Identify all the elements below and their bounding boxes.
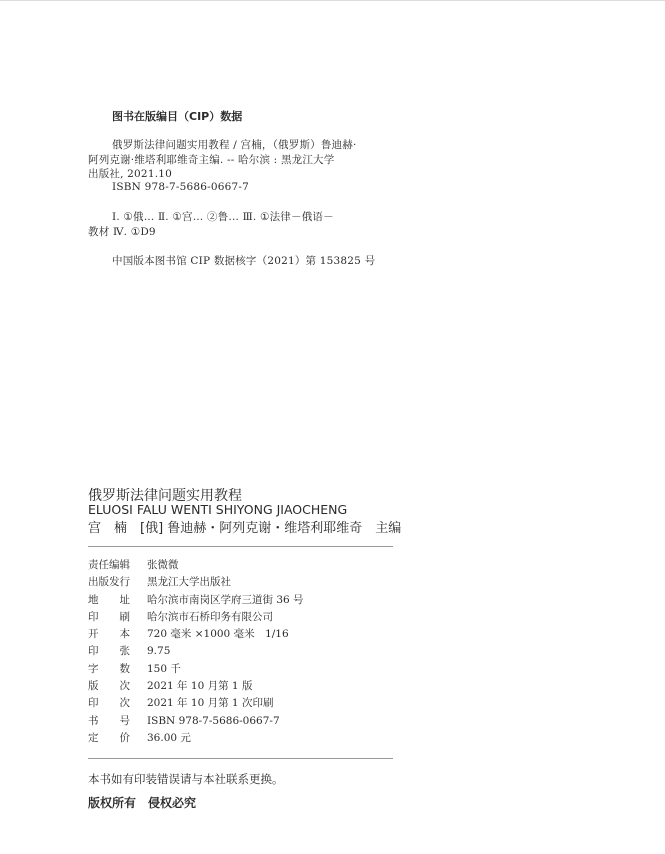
info-value: 9.75 <box>147 645 171 658</box>
page-top-border <box>0 0 665 1</box>
info-row <box>88 557 304 574</box>
info-value: 张微微 <box>147 559 179 571</box>
divider <box>88 758 393 759</box>
info-row <box>88 609 304 626</box>
info-value: 2021 年 10 月第 1 次印刷 <box>147 697 274 710</box>
info-row <box>88 730 304 747</box>
cip-line: 阿列克谢·维塔利耶维奇主编. -- 哈尔滨 : 黑龙江大学 <box>88 154 335 166</box>
cip-line: 教材 Ⅳ. ①D9 <box>88 226 156 238</box>
info-value: 2021 年 10 月第 1 版 <box>147 680 253 693</box>
book-authors: 宫 楠 [俄] 鲁迪赫・阿列克谢・维塔利耶维奇 主编 <box>88 521 402 536</box>
book-title: 俄罗斯法律问题实用教程 <box>88 488 242 504</box>
info-label: 出版发行 <box>88 576 130 589</box>
cip-line: 出版社, 2021.10 <box>88 168 172 180</box>
info-value: 720 毫米 ×1000 毫米 1/16 <box>147 628 289 641</box>
info-label: 定 价 <box>88 731 130 744</box>
info-label: 印 次 <box>88 697 130 710</box>
replacement-notice: 本书如有印装错误请与本社联系更换。 <box>88 772 284 786</box>
cip-line: ISBN 978-7-5686-0667-7 <box>112 181 250 193</box>
info-label: 地 址 <box>88 593 130 606</box>
info-row <box>88 592 304 609</box>
info-label: 印 刷 <box>88 610 130 623</box>
info-value: ISBN 978-7-5686-0667-7 <box>147 714 280 727</box>
cip-data-number: 中国版本图书馆 CIP 数据核字（2021）第 153825 号 <box>112 255 376 267</box>
cip-line: Ⅰ. ①俄… Ⅱ. ①宫… ②鲁… Ⅲ. ①法律－俄语－ <box>112 211 334 223</box>
info-value: 哈尔滨市石桥印务有限公司 <box>147 610 273 623</box>
info-label: 印 张 <box>88 645 130 658</box>
info-label: 开 本 <box>88 628 130 641</box>
info-row <box>88 574 304 591</box>
info-row <box>88 695 304 712</box>
info-row <box>88 661 304 678</box>
cip-line: 俄罗斯法律问题实用教程 / 宫楠，（俄罗斯）鲁迪赫· <box>112 139 357 151</box>
info-label: 责任编辑 <box>88 559 130 571</box>
info-value: 150 千 <box>147 662 181 675</box>
info-row <box>88 713 304 730</box>
info-row <box>88 678 304 695</box>
info-value: 36.00 元 <box>147 731 191 744</box>
copyright-notice: 版权所有 侵权必究 <box>88 796 197 810</box>
info-row <box>88 626 304 643</box>
info-row <box>88 643 304 660</box>
info-label: 书 号 <box>88 714 130 727</box>
book-title-pinyin: ELUOSI FALU WENTI SHIYONG JIAOCHENG <box>88 502 348 517</box>
info-value: 黑龙江大学出版社 <box>147 576 231 589</box>
divider <box>88 546 393 547</box>
info-value: 哈尔滨市南岗区学府三道街 36 号 <box>147 593 304 606</box>
info-label: 版 次 <box>88 680 130 693</box>
publication-info <box>88 557 304 747</box>
info-label: 字 数 <box>88 662 130 675</box>
cip-heading: 图书在版编目（CIP）数据 <box>112 110 243 123</box>
